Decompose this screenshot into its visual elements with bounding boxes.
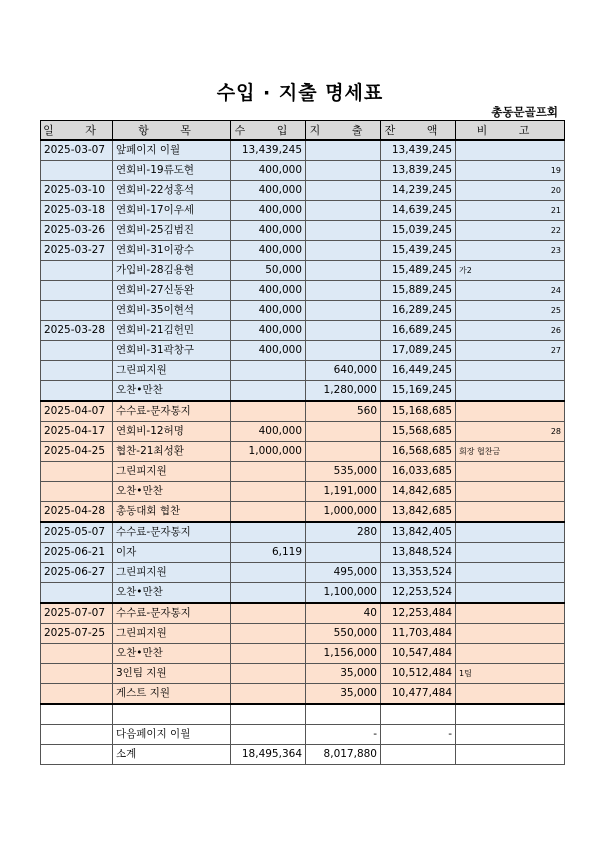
cell-date: 2025-04-07	[41, 401, 113, 422]
cell-expense: 35,000	[306, 684, 381, 705]
cell-income	[231, 381, 306, 402]
cell-income	[231, 603, 306, 624]
cell-balance: 16,449,245	[381, 361, 456, 381]
cell-date: 2025-04-28	[41, 502, 113, 523]
table-row	[41, 624, 565, 644]
cell-item: 게스트 지원	[113, 684, 231, 705]
cell-item: 그린피지원	[113, 624, 231, 644]
ledger-table	[40, 120, 565, 765]
cell-item	[113, 704, 231, 725]
cell-income: 400,000	[231, 301, 306, 321]
note-text: 1팀	[459, 669, 472, 678]
table-row	[41, 321, 565, 341]
cell-income	[231, 704, 306, 725]
cell-income: 400,000	[231, 281, 306, 301]
cell-note	[456, 422, 565, 442]
cell-item: 3인팀 지원	[113, 664, 231, 684]
cell-date	[41, 281, 113, 301]
cell-balance: 16,568,685	[381, 442, 456, 462]
cell-date	[41, 301, 113, 321]
cell-note	[456, 221, 565, 241]
table-row	[41, 684, 565, 705]
table-row	[41, 502, 565, 523]
cell-income	[231, 522, 306, 543]
table-row	[41, 482, 565, 502]
cell-date: 2025-03-18	[41, 201, 113, 221]
cell-expense: 1,156,000	[306, 644, 381, 664]
cell-date: 2025-03-10	[41, 181, 113, 201]
cell-item: 오찬•만찬	[113, 644, 231, 664]
cell-item: 협찬-21최성환	[113, 442, 231, 462]
table-row	[41, 241, 565, 261]
cell-expense	[306, 221, 381, 241]
cell-expense	[306, 181, 381, 201]
cell-balance: 10,547,484	[381, 644, 456, 664]
cell-expense: 550,000	[306, 624, 381, 644]
cell-note	[456, 201, 565, 221]
cell-balance: 14,639,245	[381, 201, 456, 221]
header-expense: 지 출	[306, 121, 381, 141]
header-row	[41, 121, 565, 141]
header-item: 항 목	[113, 121, 231, 141]
table-row	[41, 462, 565, 482]
cell-item: 수수료-문자통지	[113, 401, 231, 422]
cell-expense	[306, 321, 381, 341]
table-row	[41, 563, 565, 583]
table-row	[41, 725, 565, 745]
cell-note	[456, 341, 565, 361]
cell-balance	[381, 745, 456, 765]
member-count: 25	[550, 306, 561, 315]
cell-expense: 40	[306, 603, 381, 624]
cell-expense	[306, 241, 381, 261]
header-note: 비 고	[456, 121, 565, 141]
cell-balance: 13,839,245	[381, 161, 456, 181]
cell-date	[41, 583, 113, 604]
cell-income: 400,000	[231, 321, 306, 341]
cell-expense: 1,100,000	[306, 583, 381, 604]
cell-note	[456, 563, 565, 583]
cell-expense: 1,191,000	[306, 482, 381, 502]
cell-date: 2025-04-25	[41, 442, 113, 462]
cell-date: 2025-03-27	[41, 241, 113, 261]
cell-item: 수수료-문자통지	[113, 522, 231, 543]
cell-note	[456, 684, 565, 705]
cell-note	[456, 261, 565, 281]
cell-balance: 15,568,685	[381, 422, 456, 442]
member-count: 27	[550, 346, 561, 355]
table-row	[41, 181, 565, 201]
table-row	[41, 745, 565, 765]
cell-expense: 560	[306, 401, 381, 422]
cell-balance: 15,889,245	[381, 281, 456, 301]
cell-expense: 535,000	[306, 462, 381, 482]
cell-date	[41, 664, 113, 684]
cell-note	[456, 140, 565, 161]
table-row	[41, 201, 565, 221]
cell-balance: 12,253,524	[381, 583, 456, 604]
member-count: 28	[550, 427, 561, 436]
cell-income: 400,000	[231, 181, 306, 201]
cell-note	[456, 401, 565, 422]
cell-income: 400,000	[231, 221, 306, 241]
cell-note	[456, 644, 565, 664]
cell-item: 연회비-19류도현	[113, 161, 231, 181]
member-count: 19	[550, 166, 561, 175]
cell-item: 연회비-17이우세	[113, 201, 231, 221]
member-count: 26	[550, 326, 561, 335]
cell-date: 2025-03-26	[41, 221, 113, 241]
cell-balance: 15,439,245	[381, 241, 456, 261]
cell-expense	[306, 543, 381, 563]
cell-balance: 13,439,245	[381, 140, 456, 161]
cell-expense	[306, 704, 381, 725]
cell-balance: 13,842,405	[381, 522, 456, 543]
member-count: 22	[550, 226, 561, 235]
cell-expense	[306, 422, 381, 442]
cell-balance: 15,039,245	[381, 221, 456, 241]
table-row	[41, 401, 565, 422]
cell-item: 그린피지원	[113, 563, 231, 583]
organization-name: 총동문골프회	[491, 105, 558, 119]
cell-note	[456, 745, 565, 765]
cell-income: 6,119	[231, 543, 306, 563]
cell-income: 400,000	[231, 241, 306, 261]
cell-note	[456, 462, 565, 482]
cell-income	[231, 401, 306, 422]
table-row	[41, 221, 565, 241]
cell-expense	[306, 161, 381, 181]
cell-income: 400,000	[231, 422, 306, 442]
cell-expense	[306, 301, 381, 321]
cell-item: 소계	[113, 745, 231, 765]
cell-item: 연회비-31이광수	[113, 241, 231, 261]
cell-note	[456, 281, 565, 301]
cell-date	[41, 261, 113, 281]
cell-note	[456, 301, 565, 321]
member-count: 24	[550, 286, 561, 295]
cell-date	[41, 161, 113, 181]
table-row	[41, 281, 565, 301]
cell-income: 18,495,364	[231, 745, 306, 765]
cell-income	[231, 725, 306, 745]
cell-balance	[381, 704, 456, 725]
cell-item: 연회비-25김범진	[113, 221, 231, 241]
ledger-body	[41, 140, 565, 765]
cell-income	[231, 624, 306, 644]
cell-date: 2025-03-28	[41, 321, 113, 341]
table-row	[41, 261, 565, 281]
header-balance: 잔 액	[381, 121, 456, 141]
cell-balance: 13,842,685	[381, 502, 456, 523]
cell-balance: 13,848,524	[381, 543, 456, 563]
cell-income	[231, 462, 306, 482]
member-count: 20	[550, 186, 561, 195]
cell-item: 오찬•만찬	[113, 482, 231, 502]
table-row	[41, 140, 565, 161]
cell-item: 이자	[113, 543, 231, 563]
cell-balance: 12,253,484	[381, 603, 456, 624]
cell-item: 연회비-12허명	[113, 422, 231, 442]
cell-income: 13,439,245	[231, 140, 306, 161]
table-row	[41, 543, 565, 563]
cell-note	[456, 482, 565, 502]
cell-expense: 1,000,000	[306, 502, 381, 523]
cell-date	[41, 644, 113, 664]
cell-note	[456, 603, 565, 624]
cell-note	[456, 161, 565, 181]
cell-income: 400,000	[231, 341, 306, 361]
cell-income	[231, 563, 306, 583]
cell-balance: 16,033,685	[381, 462, 456, 482]
cell-income	[231, 583, 306, 604]
cell-date	[41, 704, 113, 725]
header-income: 수 입	[231, 121, 306, 141]
cell-date: 2025-06-21	[41, 543, 113, 563]
cell-expense	[306, 341, 381, 361]
cell-note	[456, 321, 565, 341]
note-text: 회장 협찬금	[459, 447, 501, 456]
cell-balance: 16,289,245	[381, 301, 456, 321]
cell-date	[41, 341, 113, 361]
member-count: 23	[550, 246, 561, 255]
table-row	[41, 361, 565, 381]
cell-item: 오찬•만찬	[113, 583, 231, 604]
cell-note	[456, 502, 565, 523]
cell-item: 연회비-31곽창구	[113, 341, 231, 361]
cell-note	[456, 624, 565, 644]
cell-income: 400,000	[231, 201, 306, 221]
cell-date	[41, 381, 113, 402]
cell-expense	[306, 442, 381, 462]
cell-note	[456, 704, 565, 725]
table-row	[41, 381, 565, 402]
cell-expense: 640,000	[306, 361, 381, 381]
cell-income	[231, 684, 306, 705]
cell-expense	[306, 201, 381, 221]
cell-balance: 11,703,484	[381, 624, 456, 644]
cell-expense: 35,000	[306, 664, 381, 684]
cell-income	[231, 482, 306, 502]
cell-expense: 495,000	[306, 563, 381, 583]
cell-item: 연회비-35이현석	[113, 301, 231, 321]
cell-date	[41, 361, 113, 381]
table-row	[41, 704, 565, 725]
cell-income: 400,000	[231, 161, 306, 181]
cell-item: 다음페이지 이월	[113, 725, 231, 745]
cell-note	[456, 361, 565, 381]
cell-expense	[306, 281, 381, 301]
header-date: 일 자	[41, 121, 113, 141]
cell-date: 2025-07-25	[41, 624, 113, 644]
cell-expense: 280	[306, 522, 381, 543]
cell-income	[231, 502, 306, 523]
cell-date: 2025-03-07	[41, 140, 113, 161]
cell-item: 오찬•만찬	[113, 381, 231, 402]
cell-item: 가입비-28김용현	[113, 261, 231, 281]
cell-note	[456, 181, 565, 201]
cell-note	[456, 241, 565, 261]
cell-income	[231, 644, 306, 664]
cell-date: 2025-07-07	[41, 603, 113, 624]
cell-item: 연회비-22성홍석	[113, 181, 231, 201]
cell-balance: 10,477,484	[381, 684, 456, 705]
cell-date: 2025-06-27	[41, 563, 113, 583]
table-row	[41, 603, 565, 624]
cell-balance: 16,689,245	[381, 321, 456, 341]
cell-note	[456, 543, 565, 563]
cell-note	[456, 664, 565, 684]
cell-balance: 15,168,685	[381, 401, 456, 422]
cell-expense	[306, 261, 381, 281]
cell-balance: 15,169,245	[381, 381, 456, 402]
cell-note	[456, 725, 565, 745]
table-row	[41, 664, 565, 684]
cell-balance: -	[381, 725, 456, 745]
cell-expense: -	[306, 725, 381, 745]
cell-item: 수수료-문자통지	[113, 603, 231, 624]
cell-note	[456, 442, 565, 462]
cell-balance: 17,089,245	[381, 341, 456, 361]
cell-item: 그린피지원	[113, 462, 231, 482]
table-row	[41, 644, 565, 664]
cell-item: 총동대회 협찬	[113, 502, 231, 523]
cell-balance: 14,239,245	[381, 181, 456, 201]
table-row	[41, 522, 565, 543]
cell-balance: 10,512,484	[381, 664, 456, 684]
cell-expense: 1,280,000	[306, 381, 381, 402]
cell-note	[456, 381, 565, 402]
page-title: 수입 · 지출 명세표	[216, 82, 384, 104]
cell-item: 앞페이지 이월	[113, 140, 231, 161]
cell-balance: 14,842,685	[381, 482, 456, 502]
cell-date	[41, 684, 113, 705]
cell-income	[231, 361, 306, 381]
cell-income	[231, 664, 306, 684]
cell-balance: 15,489,245	[381, 261, 456, 281]
table-row	[41, 422, 565, 442]
cell-item: 연회비-27신동완	[113, 281, 231, 301]
cell-income: 50,000	[231, 261, 306, 281]
cell-note	[456, 522, 565, 543]
table-row	[41, 301, 565, 321]
cell-income: 1,000,000	[231, 442, 306, 462]
cell-expense	[306, 140, 381, 161]
cell-note	[456, 583, 565, 604]
cell-date: 2025-05-07	[41, 522, 113, 543]
cell-expense: 8,017,880	[306, 745, 381, 765]
table-row	[41, 583, 565, 604]
note-text: 가2	[459, 266, 472, 275]
cell-date: 2025-04-17	[41, 422, 113, 442]
cell-date	[41, 482, 113, 502]
cell-date	[41, 725, 113, 745]
cell-item: 그린피지원	[113, 361, 231, 381]
table-row	[41, 341, 565, 361]
table-row	[41, 442, 565, 462]
cell-balance: 13,353,524	[381, 563, 456, 583]
table-row	[41, 161, 565, 181]
cell-item: 연회비-21김헌민	[113, 321, 231, 341]
cell-date	[41, 462, 113, 482]
cell-date	[41, 745, 113, 765]
member-count: 21	[550, 206, 561, 215]
